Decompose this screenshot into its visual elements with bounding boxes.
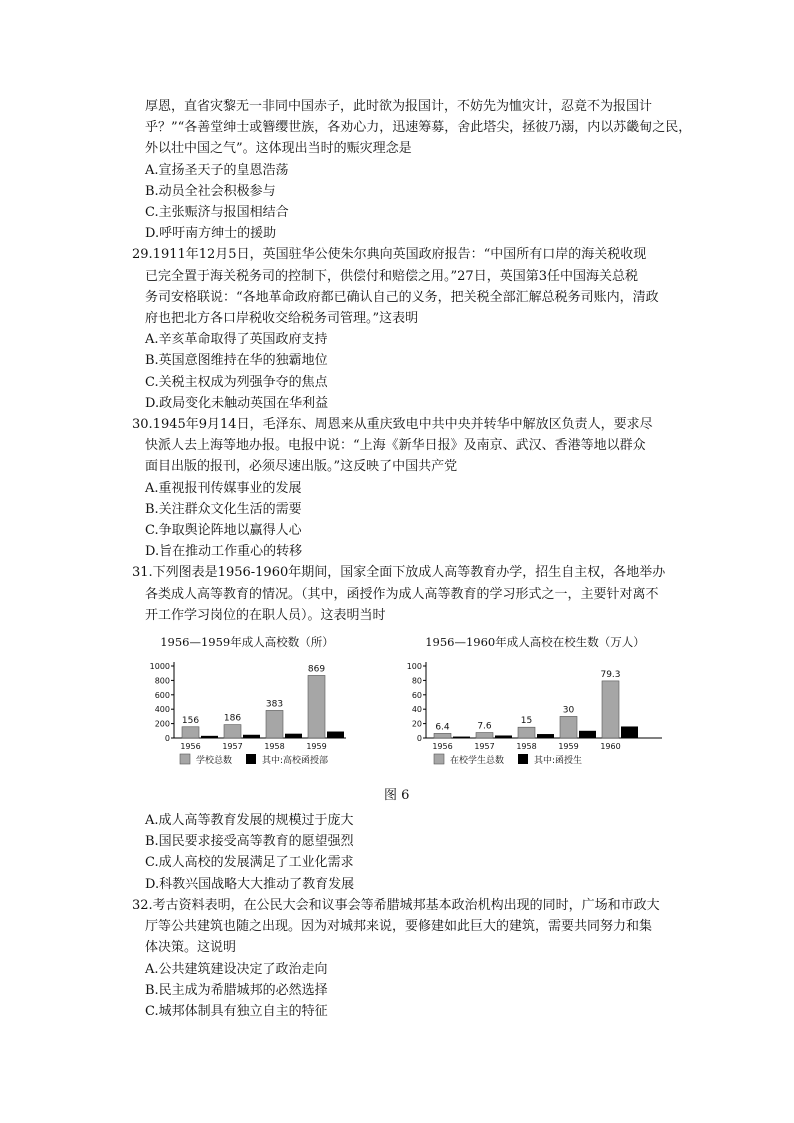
- option-c: C.主张赈济与报国相结合: [145, 205, 289, 221]
- bar-其中:高校函授部: [327, 732, 344, 738]
- y-tick-label: 800: [154, 676, 170, 686]
- option-d: D.呼吁南方绅士的援助: [145, 226, 277, 242]
- exam-page: [132, 96, 692, 1022]
- legend-label: 学校总数: [196, 756, 233, 767]
- stem-line: 面目出版的报刊，必须尽速出版。”这反映了中国共产党: [145, 459, 458, 475]
- option-b: B.关注群众文化生活的需要: [145, 501, 302, 517]
- y-tick-label: 0: [164, 734, 170, 744]
- bar-在校学生总数: [518, 727, 535, 738]
- chart-title: 1956—1960年成人高校在校生数（万人）: [425, 635, 645, 650]
- x-tick-label: 1958: [516, 742, 537, 752]
- chart-students: [404, 634, 666, 789]
- y-tick-label: 1000: [149, 662, 170, 672]
- y-tick-label: 40: [411, 705, 422, 715]
- bar-其中:函授生: [453, 737, 470, 738]
- chart-schools: [142, 634, 352, 789]
- bar-学校总数: [266, 711, 283, 739]
- legend-label: 其中:高校函授部: [262, 756, 329, 767]
- bar-其中:函授生: [579, 731, 596, 738]
- data-label: 156: [181, 715, 200, 726]
- stem-line: 快派人去上海等地办报。电报中说：“上海《新华日报》及南京、武汉、香港等地以群众: [145, 438, 646, 454]
- figure-6: [132, 634, 672, 810]
- bar-其中:高校函授部: [201, 736, 218, 738]
- stem-line: 厅等公共建筑也随之出现。因为对城邦来说，要修建如此巨大的建筑，需要共同努力和集: [145, 919, 653, 935]
- data-label: 79.3: [600, 669, 621, 680]
- stem-line: 厚恩，直省灾黎无一非同中国赤子，此时欲为报国计，不妨先为恤灾计，忍竟不为报国计: [145, 99, 653, 114]
- option-b: B.英国意图维持在华的独霸地位: [145, 353, 328, 369]
- option-c: C.争取舆论阵地以赢得人心: [145, 523, 302, 539]
- x-tick-label: 1958: [264, 742, 285, 752]
- option-b: B.国民要求接受高等教育的愿望强烈: [145, 834, 354, 850]
- option-d: D.科教兴国战略大大推动了教育发展: [145, 876, 355, 892]
- y-tick-label: 80: [411, 676, 422, 686]
- x-tick-label: 1957: [474, 742, 495, 752]
- bar-在校学生总数: [476, 733, 493, 738]
- x-tick-label: 1956: [180, 742, 201, 752]
- question-28-tail: [132, 96, 692, 244]
- chart-schools-svg: [142, 650, 352, 785]
- option-a: A.成人高等教育发展的规模过于庞大: [145, 813, 354, 829]
- data-label: 869: [307, 664, 326, 675]
- data-label: 15: [520, 716, 533, 727]
- y-tick-label: 60: [411, 690, 422, 700]
- option-b: B.民主成为希腊城邦的必然选择: [145, 982, 328, 998]
- stem-line: 务司安格联说：“各地革命政府都已确认自己的义务，把关税全部汇解总税务司账内，清政: [145, 289, 659, 305]
- option-c: C.成人高校的发展满足了工业化需求: [145, 855, 354, 871]
- stem-line: 乎？”“各善堂绅士或簪缨世族，各劝心力，迅速筹募，舍此塔尖，拯彼乃溺，内以苏畿甸之民，: [145, 120, 692, 136]
- bar-其中:高校函授部: [243, 735, 260, 738]
- chart-title: 1956—1959年成人高校数（所）: [160, 635, 334, 650]
- legend-label: 其中:函授生: [534, 756, 583, 767]
- stem-line: 各类成人高等教育的情况。（其中，函授作为成人高等教育的学习形式之一，主要针对离不: [145, 586, 659, 602]
- question-32: [132, 895, 672, 1022]
- bar-其中:高校函授部: [285, 734, 302, 738]
- stem-line: 已完全置于海关税务司的控制下，供偿付和赔偿之用。”27日，英国第3任中国海关总税: [145, 268, 638, 284]
- stem-line: 开工作学习岗位的在职人员）。这表明当时: [145, 607, 386, 623]
- bar-在校学生总数: [434, 733, 451, 738]
- y-tick-label: 200: [154, 719, 170, 729]
- bar-学校总数: [224, 725, 241, 738]
- question-29: [132, 244, 672, 414]
- y-tick-label: 600: [154, 690, 170, 700]
- data-label: 30: [562, 705, 575, 716]
- x-tick-label: 1956: [432, 742, 453, 752]
- option-a: A.宣扬圣天子的皇恩浩荡: [145, 162, 289, 178]
- legend-swatch: [434, 754, 444, 764]
- stem-line: 32.考古资料表明，在公民大会和议事会等希腊城邦基本政治机构出现的同时，广场和市政大: [132, 897, 660, 913]
- bar-学校总数: [182, 727, 199, 738]
- option-d: D.政局变化未触动英国在华利益: [145, 395, 329, 411]
- bar-在校学生总数: [560, 716, 577, 738]
- option-a: A.辛亥革命取得了英国政府支持: [145, 332, 328, 348]
- figure-label: 图 6: [384, 788, 410, 804]
- option-b: B.动员全社会积极参与: [145, 183, 276, 199]
- question-30: [132, 414, 672, 562]
- y-tick-label: 400: [154, 705, 170, 715]
- data-label: 7.6: [477, 721, 492, 732]
- x-tick-label: 1957: [222, 742, 243, 752]
- option-d: D.旨在推动工作重心的转移: [145, 544, 303, 560]
- stem-line: 29.1911年12月5日，英国驻华公使朱尔典向英国政府报告：“中国所有口岸的海关税收现: [132, 247, 647, 263]
- stem-line: 31.下列图表是1956-1960年期间，国家全面下放成人高等教育办学，招生自主权，各地举办: [132, 565, 666, 581]
- bar-学校总数: [308, 676, 325, 739]
- legend-swatch: [246, 754, 256, 764]
- x-tick-label: 1959: [558, 742, 579, 752]
- option-a: A.重视报刊传媒事业的发展: [145, 480, 302, 496]
- question-31: [132, 562, 672, 894]
- bar-在校学生总数: [602, 681, 619, 738]
- y-tick-label: 0: [416, 734, 422, 744]
- bar-其中:函授生: [621, 727, 638, 739]
- data-label: 186: [223, 713, 242, 724]
- stem-line: 府也把北方各口岸税收交给税务司管理。”这表明: [145, 311, 419, 327]
- y-tick-label: 20: [411, 719, 422, 729]
- stem-line: 体决策。这说明: [145, 940, 237, 956]
- legend-swatch: [518, 754, 528, 764]
- option-a: A.公共建筑建设决定了政治走向: [145, 961, 328, 977]
- data-label: 383: [265, 699, 284, 710]
- y-tick-label: 100: [406, 662, 422, 672]
- stem-line: 30.1945年9月14日，毛泽东、周恩来从重庆致电中共中央并转华中解放区负责人，要求尽: [132, 417, 653, 433]
- x-tick-label: 1960: [600, 742, 621, 752]
- chart-students-svg: [404, 650, 666, 785]
- data-label: 6.4: [435, 722, 450, 733]
- bar-其中:函授生: [495, 736, 512, 739]
- x-tick-label: 1959: [306, 742, 327, 752]
- option-c: C.城邦体制具有独立自主的特征: [145, 1003, 328, 1019]
- stem-line: 外以壮中国之气”。这体现出当时的赈灾理念是: [145, 141, 412, 157]
- bar-其中:函授生: [537, 734, 554, 738]
- option-c: C.关税主权成为列强争夺的焦点: [145, 374, 328, 390]
- legend-swatch: [180, 754, 190, 764]
- legend-label: 在校学生总数: [450, 756, 505, 767]
